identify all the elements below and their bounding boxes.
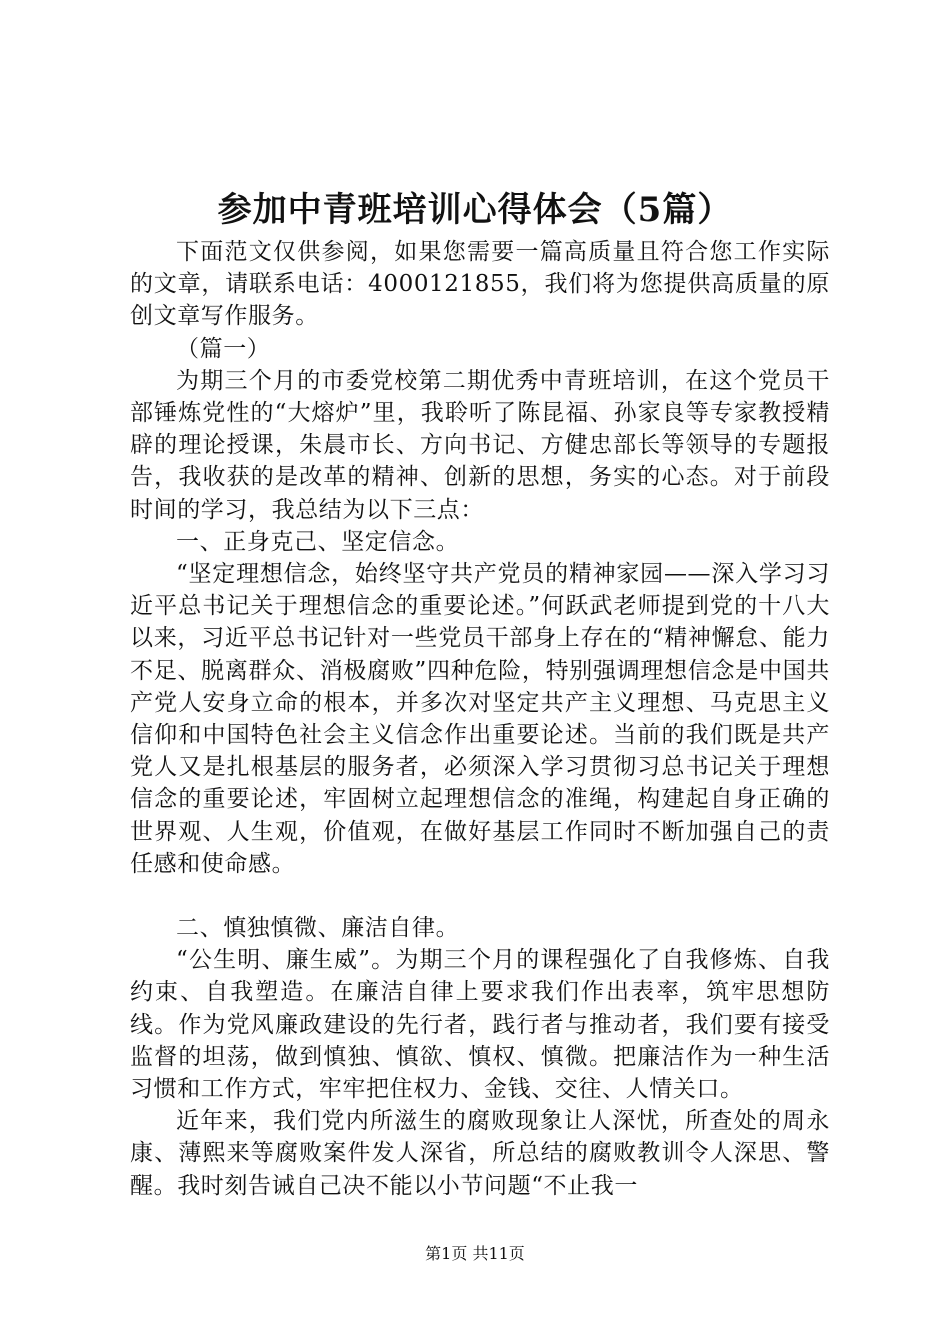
paragraph-section-label: （篇一） xyxy=(176,335,271,362)
paragraph-intro: 下面范文仅供参阅，如果您需要一篇高质量且符合您工作实际的文章，请联系电话：4000121855，我们将为您提供高质量的原创文章写作服务。 xyxy=(130,239,830,330)
heading-point-one: 一、正身克己、坚定信念。 xyxy=(176,528,460,555)
paragraph-point-two: “公生明、廉生威”。为期三个月的课程强化了自我修炼、自我约束、自我塑造。在廉洁自律上要求我们作出表率，筑牢思想防线。作为党风廉政建设的先行者，践行者与推动者，我们要有接受监督的坦荡，做到慎独、慎欲、慎权、慎微。把廉洁作为一种生活习惯和工作方式，牢牢把住权力、金钱、交往、人情关口。 xyxy=(130,947,830,1103)
paragraph-opening: 为期三个月的市委党校第二期优秀中青班培训，在这个党员干部锤炼党性的“大熔炉”里，我聆听了陈昆福、孙家良等专家教授精辟的理论授课，朱晨市长、方向书记、方健忠部长等领导的专题报告，我收获的是改革的精神、创新的思想，务实的心态。对于前段时间的学习，我总结为以下三点： xyxy=(130,367,830,523)
page-footer: 第1页 共11页 xyxy=(425,1244,525,1263)
document-title: 参加中青班培训心得体会（5篇） xyxy=(217,190,733,230)
paragraph-point-one: “坚定理想信念，始终坚守共产党员的精神家园——深入学习习近平总书记关于理想信念的重要论述。”何跃武老师提到党的十八大以来，习近平总书记针对一些党员干部身上存在的“精神懈怠、能力不足、脱离群众、消极腐败”四种危险，特别强调理想信念是中国共产党人安身立命的根本，并多次对坚定共产主义理想、马克思主义信仰和中国特色社会主义信念作出重要论述。当前的我们既是共产党人又是扎根基层的服务者，必须深入学习贯彻习总书记关于理想信念的重要论述，牢固树立起理想信念的准绳，构建起自身正确的世界观、人生观，价值观，在做好基层工作同时不断加强自己的责任感和使命感。 xyxy=(130,561,830,877)
document-body xyxy=(130,236,830,1202)
heading-point-two: 二、慎独慎微、廉洁自律。 xyxy=(176,915,460,942)
paragraph-corruption: 近年来，我们党内所滋生的腐败现象让人深忧，所查处的周永康、薄熙来等腐败案件发人深省，所总结的腐败教训令人深思、警醒。我时刻告诫自己决不能以小节问题“不止我一 xyxy=(130,1108,830,1199)
